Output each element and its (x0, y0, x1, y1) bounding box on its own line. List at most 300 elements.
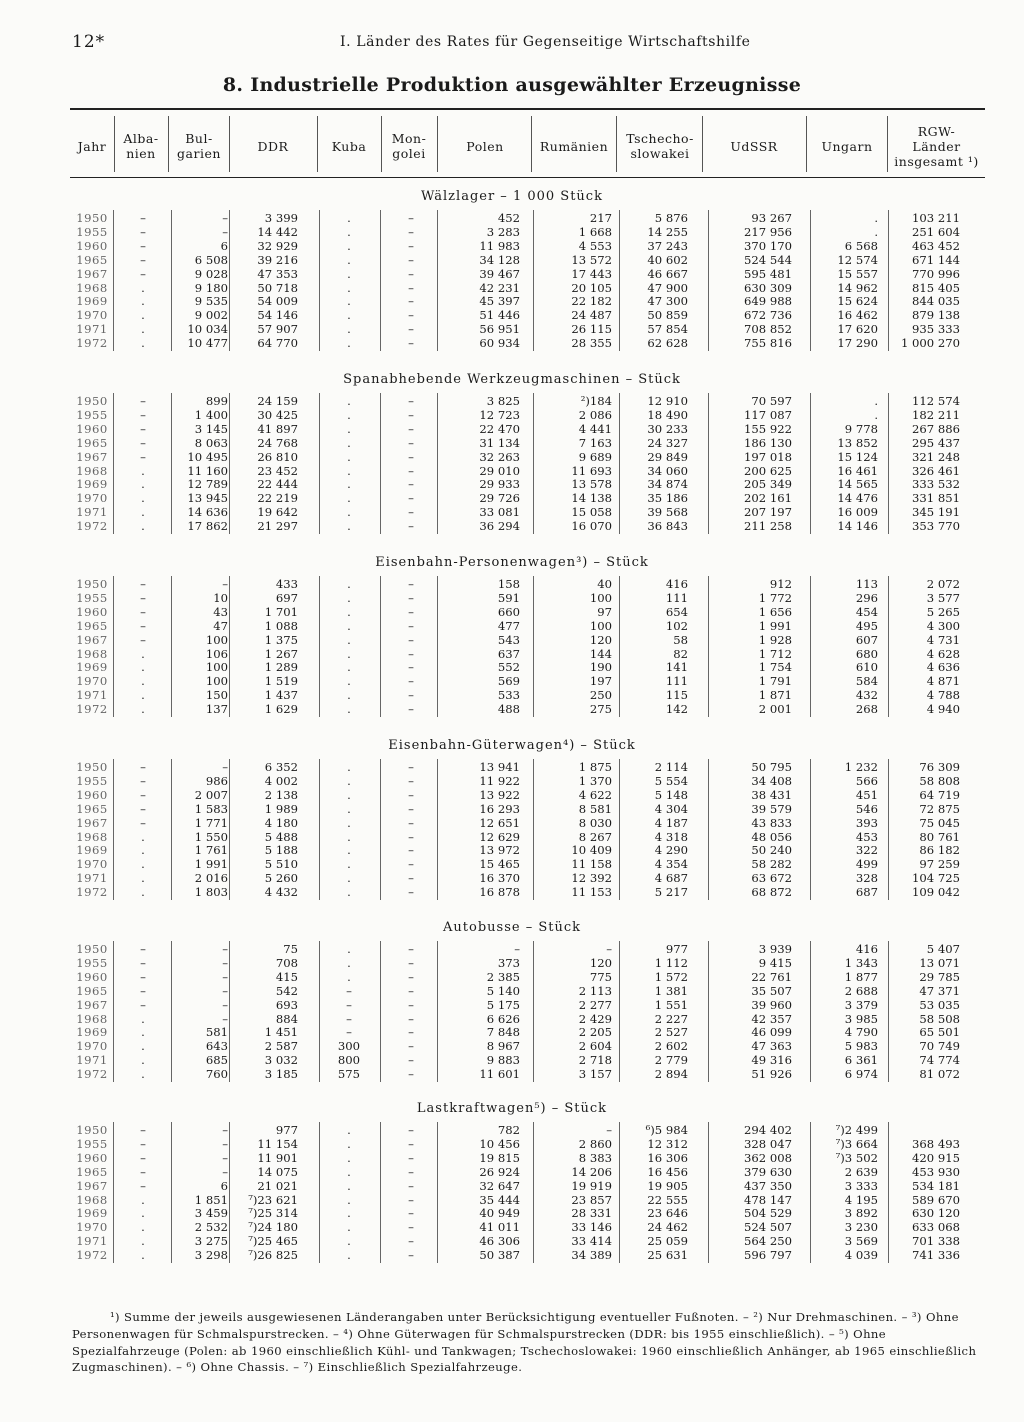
cell-mongolei: – (408, 829, 414, 844)
table-row (0, 1180, 1024, 1194)
cell-ungarn: . (874, 407, 878, 422)
cell-albanien: . (141, 491, 145, 506)
cell-tschechoslowakei: 36 843 (647, 519, 688, 534)
cell-bulgarien: 685 (205, 1053, 228, 1068)
table-row (0, 817, 1024, 831)
column-divider (437, 759, 438, 900)
cell-ddr: ⁷)25 314 (248, 1206, 298, 1221)
cell-rumaenien: 8 030 (578, 815, 612, 830)
cell-polen: 3 825 (486, 394, 520, 408)
cell-mongolei: – (408, 632, 414, 647)
column-divider (229, 393, 230, 534)
column-divider (319, 210, 320, 351)
cell-kuba: . (347, 477, 351, 492)
cell-rgw: 4 871 (926, 674, 960, 689)
cell-rgw: 4 731 (926, 632, 960, 647)
cell-ddr: 1 088 (264, 618, 298, 633)
cell-ddr: 1 289 (264, 660, 298, 675)
cell-udssr: 200 625 (744, 463, 792, 478)
cell-ddr: 39 216 (257, 252, 298, 267)
column-divider (437, 210, 438, 351)
cell-mongolei: – (408, 646, 414, 661)
cell-rgw: 76 309 (919, 760, 960, 774)
cell-ddr: ⁷)24 180 (248, 1220, 298, 1235)
column-header-polen: Polen (466, 138, 504, 154)
cell-mongolei: – (408, 308, 414, 323)
cell-polen: 543 (497, 632, 520, 647)
cell-bulgarien: 1 400 (194, 407, 228, 422)
cell-rgw: 5 407 (926, 942, 960, 956)
cell-rumaenien: 97 (597, 604, 612, 619)
column-divider (171, 576, 172, 717)
cell-polen: 29 933 (479, 477, 520, 492)
column-divider (533, 941, 534, 1082)
table-row (0, 1152, 1024, 1166)
cell-mongolei: – (408, 1248, 414, 1263)
column-divider (380, 941, 381, 1082)
cell-rgw: 97 259 (919, 857, 960, 872)
cell-bulgarien: – (222, 1150, 228, 1165)
cell-rumaenien: 4 553 (578, 238, 612, 253)
cell-jahr: 1955 (76, 407, 108, 422)
cell-ddr: 21 021 (257, 1178, 298, 1193)
cell-bulgarien: 6 (220, 238, 228, 253)
cell-polen: 569 (497, 674, 520, 689)
cell-bulgarien: 9 028 (194, 266, 228, 281)
cell-polen: 488 (497, 702, 520, 717)
cell-ddr: 4 002 (264, 773, 298, 788)
cell-udssr: 1 712 (758, 646, 792, 661)
table-row (0, 1194, 1024, 1208)
cell-kuba: . (347, 435, 351, 450)
cell-polen: 477 (497, 618, 520, 633)
cell-ddr: 1 267 (264, 646, 298, 661)
cell-rumaenien: 28 331 (571, 1206, 612, 1221)
cell-ungarn: 16 462 (837, 308, 878, 323)
table-row (0, 254, 1024, 268)
cell-jahr: 1950 (76, 1123, 108, 1137)
cell-rumaenien: 2 086 (578, 407, 612, 422)
column-divider (171, 759, 172, 900)
table-row (0, 661, 1024, 675)
cell-rumaenien: 3 157 (578, 1067, 612, 1082)
cell-jahr: 1960 (76, 787, 108, 802)
cell-rumaenien: 11 158 (571, 857, 612, 872)
column-header-ddr: DDR (257, 138, 289, 154)
cell-bulgarien: – (222, 1123, 228, 1137)
cell-ungarn: 566 (855, 773, 878, 788)
cell-kuba: . (347, 1206, 351, 1221)
cell-tschechoslowakei: 1 551 (654, 997, 688, 1012)
cell-jahr: 1972 (76, 519, 108, 534)
cell-jahr: 1972 (76, 1248, 108, 1263)
cell-bulgarien: 643 (205, 1039, 228, 1054)
cell-bulgarien: – (222, 997, 228, 1012)
cell-udssr: 117 087 (744, 407, 792, 422)
column-divider (810, 393, 811, 534)
table-row (0, 803, 1024, 817)
header-column-divider (229, 116, 230, 172)
cell-bulgarien: – (222, 983, 228, 998)
cell-rgw: 333 532 (912, 477, 960, 492)
header-column-divider (616, 116, 617, 172)
section-title-lastkraftwagen: Lastkraftwagen⁵) – Stück (416, 1101, 608, 1116)
cell-udssr: 912 (769, 577, 792, 591)
cell-polen: 11 601 (479, 1067, 520, 1082)
cell-polen: 12 629 (479, 829, 520, 844)
column-divider (619, 393, 620, 534)
header-column-divider (114, 116, 115, 172)
cell-polen: 452 (497, 211, 520, 225)
cell-ungarn: 4 195 (844, 1192, 878, 1207)
cell-albanien: . (141, 829, 145, 844)
cell-ddr: 2 587 (264, 1039, 298, 1054)
column-divider (319, 393, 320, 534)
table-row (0, 226, 1024, 240)
cell-ddr: 2 138 (264, 787, 298, 802)
cell-ungarn: 2 639 (844, 1164, 878, 1179)
cell-rgw: 879 138 (912, 308, 960, 323)
cell-albanien: – (140, 604, 146, 619)
cell-kuba: . (347, 519, 351, 534)
cell-polen: 19 815 (479, 1150, 520, 1165)
cell-albanien: . (141, 1206, 145, 1221)
cell-tschechoslowakei: 5 148 (654, 787, 688, 802)
table-row (0, 789, 1024, 803)
cell-jahr: 1965 (76, 435, 108, 450)
cell-ddr: 54 146 (257, 308, 298, 323)
cell-bulgarien: – (222, 1164, 228, 1179)
cell-tschechoslowakei: 4 304 (654, 801, 688, 816)
cell-mongolei: – (408, 801, 414, 816)
cell-rgw: 104 725 (912, 871, 960, 886)
cell-albanien: . (141, 885, 145, 900)
cell-udssr: 649 988 (744, 294, 792, 309)
cell-tschechoslowakei: 111 (665, 674, 688, 689)
cell-rgw: 64 719 (919, 787, 960, 802)
cell-mongolei: – (408, 618, 414, 633)
cell-bulgarien: 10 477 (187, 336, 228, 351)
cell-ddr: 6 352 (264, 760, 298, 774)
cell-ddr: 22 219 (257, 491, 298, 506)
cell-polen: 11 983 (479, 238, 520, 253)
table-row (0, 858, 1024, 872)
cell-rumaenien: 12 392 (571, 871, 612, 886)
cell-bulgarien: 3 298 (194, 1248, 228, 1263)
cell-rumaenien: – (606, 1123, 612, 1137)
cell-kuba: . (347, 577, 351, 591)
cell-rgw: 251 604 (912, 224, 960, 239)
cell-rumaenien: 7 163 (578, 435, 612, 450)
cell-bulgarien: 6 (220, 1178, 228, 1193)
cell-udssr: 437 350 (744, 1178, 792, 1193)
cell-kuba: . (347, 1248, 351, 1263)
cell-bulgarien: 10 034 (187, 322, 228, 337)
column-divider (810, 941, 811, 1082)
column-divider (171, 210, 172, 351)
cell-bulgarien: 106 (205, 646, 228, 661)
cell-mongolei: – (408, 787, 414, 802)
cell-rumaenien: 33 414 (571, 1234, 612, 1249)
cell-rumaenien: 14 206 (571, 1164, 612, 1179)
cell-mongolei: – (408, 1011, 414, 1026)
cell-tschechoslowakei: 654 (665, 604, 688, 619)
cell-jahr: 1967 (76, 1178, 108, 1193)
cell-polen: 11 922 (479, 773, 520, 788)
cell-udssr: 42 357 (751, 1011, 792, 1026)
cell-bulgarien: 1 803 (194, 885, 228, 900)
cell-ungarn: 687 (855, 885, 878, 900)
cell-rumaenien: 24 487 (571, 308, 612, 323)
column-divider (171, 393, 172, 534)
cell-tschechoslowakei: 24 462 (647, 1220, 688, 1235)
cell-bulgarien: 1 550 (194, 829, 228, 844)
cell-polen: 5 175 (486, 997, 520, 1012)
cell-ddr: 1 451 (264, 1025, 298, 1040)
table-row (0, 282, 1024, 296)
cell-udssr: 68 872 (751, 885, 792, 900)
cell-ungarn: 14 146 (837, 519, 878, 534)
cell-kuba: . (347, 1136, 351, 1151)
cell-ddr: 1 701 (264, 604, 298, 619)
cell-ddr: 14 442 (257, 224, 298, 239)
cell-mongolei: – (408, 660, 414, 675)
cell-bulgarien: 11 160 (187, 463, 228, 478)
cell-ungarn: 607 (855, 632, 878, 647)
cell-rumaenien: 15 058 (571, 505, 612, 520)
cell-tschechoslowakei: 35 186 (647, 491, 688, 506)
cell-jahr: 1971 (76, 505, 108, 520)
cell-polen: 46 306 (479, 1234, 520, 1249)
table-row (0, 478, 1024, 492)
cell-mongolei: – (408, 1178, 414, 1193)
cell-albanien: – (140, 211, 146, 225)
cell-udssr: 1 928 (758, 632, 792, 647)
cell-jahr: 1955 (76, 590, 108, 605)
column-divider (708, 393, 709, 534)
cell-tschechoslowakei: 2 894 (654, 1067, 688, 1082)
cell-kuba: . (347, 604, 351, 619)
cell-jahr: 1970 (76, 1220, 108, 1235)
cell-rumaenien: 17 443 (571, 266, 612, 281)
column-divider (171, 1122, 172, 1263)
cell-udssr: 38 431 (751, 787, 792, 802)
cell-rgw: 29 785 (919, 969, 960, 984)
cell-ungarn: 6 974 (844, 1067, 878, 1082)
cell-ddr: 1 989 (264, 801, 298, 816)
cell-jahr: 1972 (76, 336, 108, 351)
cell-rumaenien: 100 (589, 590, 612, 605)
cell-tschechoslowakei: ⁶)5 984 (645, 1123, 688, 1137)
cell-mongolei: – (408, 1039, 414, 1054)
cell-tschechoslowakei: 5 217 (654, 885, 688, 900)
cell-ddr: 26 810 (257, 449, 298, 464)
cell-ddr: 708 (275, 955, 298, 970)
cell-rgw: 109 042 (912, 885, 960, 900)
cell-tschechoslowakei: 4 290 (654, 843, 688, 858)
cell-rgw: 295 437 (912, 435, 960, 450)
table-row (0, 578, 1024, 592)
cell-jahr: 1969 (76, 1206, 108, 1221)
cell-mongolei: – (408, 688, 414, 703)
cell-kuba: . (347, 463, 351, 478)
cell-rumaenien: 8 383 (578, 1150, 612, 1165)
cell-albanien: . (141, 308, 145, 323)
cell-tschechoslowakei: 57 854 (647, 322, 688, 337)
cell-albanien: . (141, 1248, 145, 1263)
cell-udssr: 1 991 (758, 618, 792, 633)
cell-ungarn: 3 985 (844, 1011, 878, 1026)
cell-rumaenien: 2 604 (578, 1039, 612, 1054)
cell-polen: 12 723 (479, 407, 520, 422)
cell-mongolei: – (408, 294, 414, 309)
cell-ddr: 1 375 (264, 632, 298, 647)
cell-ddr: 1 519 (264, 674, 298, 689)
cell-ddr: 884 (275, 1011, 298, 1026)
cell-tschechoslowakei: 142 (665, 702, 688, 717)
cell-mongolei: – (408, 238, 414, 253)
cell-mongolei: – (408, 1206, 414, 1221)
cell-bulgarien: 14 636 (187, 505, 228, 520)
cell-albanien: . (141, 505, 145, 520)
cell-kuba: . (347, 590, 351, 605)
cell-albanien: – (140, 969, 146, 984)
table-row (0, 606, 1024, 620)
cell-albanien: – (140, 955, 146, 970)
cell-rgw: 4 300 (926, 618, 960, 633)
cell-albanien: – (140, 815, 146, 830)
column-divider (888, 210, 889, 351)
cell-bulgarien: 17 862 (187, 519, 228, 534)
cell-ungarn: 3 569 (844, 1234, 878, 1249)
cell-rgw: 844 035 (912, 294, 960, 309)
cell-polen: 42 231 (479, 280, 520, 295)
cell-kuba: . (347, 857, 351, 872)
cell-tschechoslowakei: 39 568 (647, 505, 688, 520)
cell-ddr: 542 (275, 983, 298, 998)
cell-jahr: 1967 (76, 449, 108, 464)
cell-ddr: ⁷)26 825 (248, 1248, 298, 1263)
table-row (0, 1013, 1024, 1027)
cell-mongolei: – (408, 885, 414, 900)
cell-bulgarien: 12 789 (187, 477, 228, 492)
cell-rgw: 815 405 (912, 280, 960, 295)
cell-kuba: – (346, 983, 352, 998)
cell-ddr: 54 009 (257, 294, 298, 309)
cell-kuba: . (347, 394, 351, 408)
cell-ungarn: 1 232 (844, 760, 878, 774)
cell-mongolei: – (408, 857, 414, 872)
cell-udssr: 22 761 (751, 969, 792, 984)
cell-rgw: 326 461 (912, 463, 960, 478)
cell-tschechoslowakei: 16 456 (647, 1164, 688, 1179)
cell-kuba: . (347, 280, 351, 295)
cell-ungarn: . (874, 394, 878, 408)
table-row (0, 971, 1024, 985)
cell-albanien: . (141, 1011, 145, 1026)
cell-albanien: – (140, 394, 146, 408)
cell-bulgarien: 1 991 (194, 857, 228, 872)
cell-albanien: – (140, 435, 146, 450)
top-rule (70, 108, 985, 110)
cell-udssr: 207 197 (744, 505, 792, 520)
cell-polen: 660 (497, 604, 520, 619)
cell-albanien: . (141, 1234, 145, 1249)
cell-mongolei: – (408, 773, 414, 788)
cell-kuba: . (347, 266, 351, 281)
cell-bulgarien: 899 (205, 394, 228, 408)
column-divider (888, 393, 889, 534)
table-row (0, 1040, 1024, 1054)
cell-ungarn: . (874, 211, 878, 225)
cell-mongolei: – (408, 1234, 414, 1249)
cell-ddr: 32 929 (257, 238, 298, 253)
header-column-divider (702, 116, 703, 172)
cell-bulgarien: 8 063 (194, 435, 228, 450)
cell-mongolei: – (408, 280, 414, 295)
cell-rumaenien: 16 070 (571, 519, 612, 534)
cell-ungarn: 268 (855, 702, 878, 717)
cell-albanien: – (140, 252, 146, 267)
cell-bulgarien: 137 (205, 702, 228, 717)
cell-udssr: 217 956 (744, 224, 792, 239)
cell-kuba: . (347, 1150, 351, 1165)
cell-mongolei: – (408, 955, 414, 970)
column-divider (380, 393, 381, 534)
cell-mongolei: – (408, 477, 414, 492)
header-column-divider (887, 116, 888, 172)
cell-ungarn: ⁷)3 664 (835, 1136, 878, 1151)
cell-ddr: 5 260 (264, 871, 298, 886)
cell-kuba: . (347, 646, 351, 661)
cell-rumaenien: 19 919 (571, 1178, 612, 1193)
cell-bulgarien: 1 771 (194, 815, 228, 830)
cell-polen: 12 651 (479, 815, 520, 830)
cell-tschechoslowakei: 46 667 (647, 266, 688, 281)
cell-udssr: 755 816 (744, 336, 792, 351)
cell-tschechoslowakei: 1 381 (654, 983, 688, 998)
cell-jahr: 1968 (76, 1011, 108, 1026)
column-divider (810, 1122, 811, 1263)
cell-albanien: – (140, 801, 146, 816)
cell-tschechoslowakei: 34 874 (647, 477, 688, 492)
cell-albanien: . (141, 519, 145, 534)
cell-mongolei: – (408, 505, 414, 520)
cell-ungarn: 499 (855, 857, 878, 872)
table-row (0, 1026, 1024, 1040)
cell-albanien: . (141, 688, 145, 703)
cell-bulgarien: 3 145 (194, 421, 228, 436)
cell-ungarn: 14 565 (837, 477, 878, 492)
cell-tschechoslowakei: 416 (665, 577, 688, 591)
cell-rgw: 58 808 (919, 773, 960, 788)
cell-rumaenien: 275 (589, 702, 612, 717)
cell-ungarn: 3 230 (844, 1220, 878, 1235)
cell-jahr: 1972 (76, 1067, 108, 1082)
cell-bulgarien: 3 459 (194, 1206, 228, 1221)
cell-udssr: 596 797 (744, 1248, 792, 1263)
cell-kuba: . (347, 829, 351, 844)
cell-udssr: 362 008 (744, 1150, 792, 1165)
cell-rumaenien: 197 (589, 674, 612, 689)
cell-udssr: 1 656 (758, 604, 792, 619)
cell-polen: 32 263 (479, 449, 520, 464)
cell-rgw: 4 940 (926, 702, 960, 717)
header-column-divider (437, 116, 438, 172)
cell-albanien: . (141, 660, 145, 675)
cell-polen: 16 878 (479, 885, 520, 900)
cell-udssr: 564 250 (744, 1234, 792, 1249)
